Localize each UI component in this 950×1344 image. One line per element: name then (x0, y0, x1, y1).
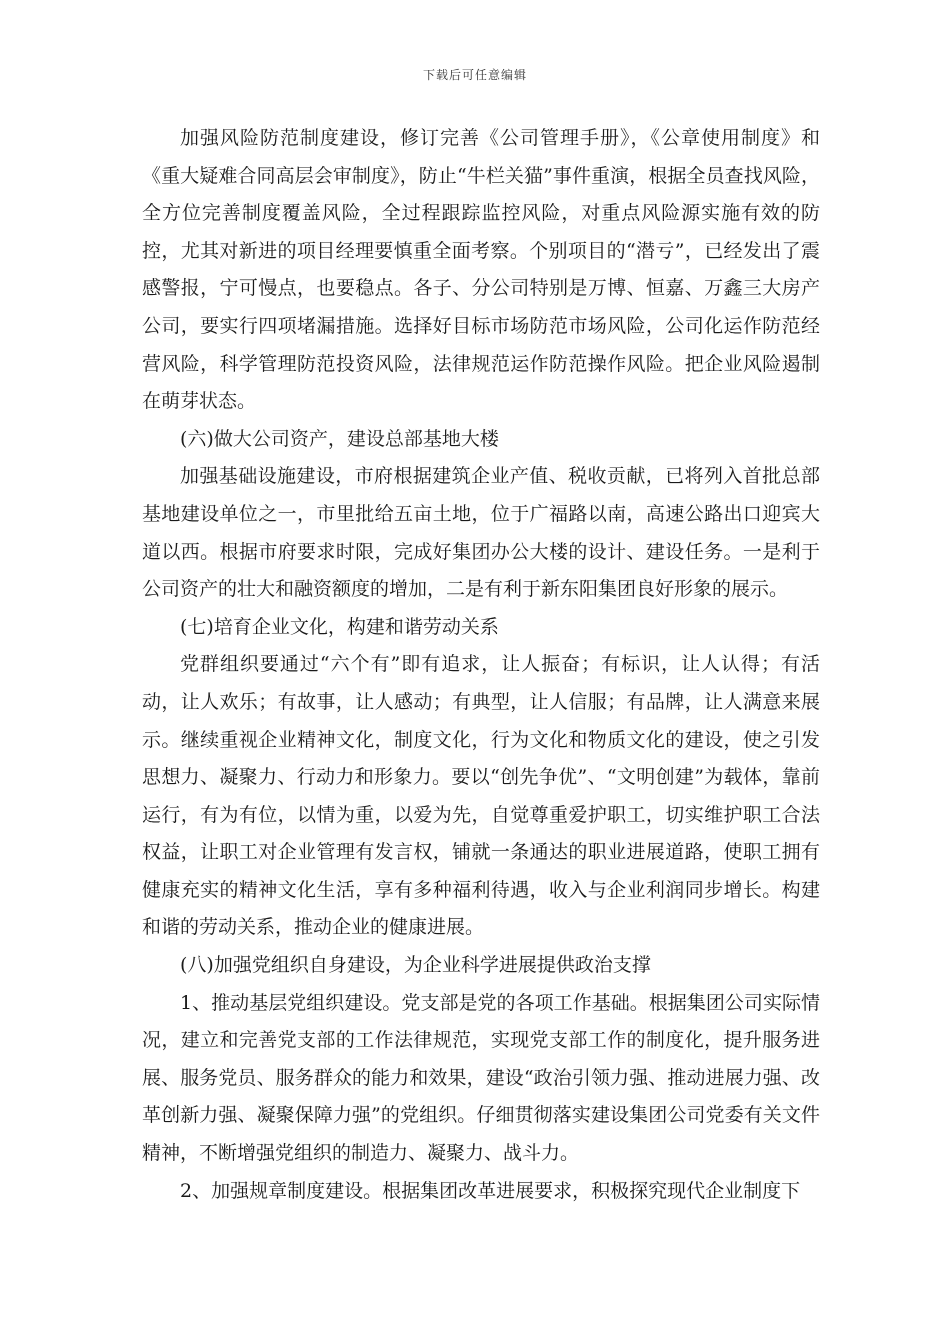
paragraph-party-organization: 1、推动基层党组织建设。党支部是党的各项工作基础。根据集团公司实际情况，建立和完善党支部的工作法律规范，实现党支部工作的制度化，提升服务进展、服务党员、服务群众的能力和效果，建设“政治引领力强、推动进展力强、改革创新力强、凝聚保障力强”的党组织。仔细贯彻落实建设集团公司党委有关文件精神，不断增强党组织的制造力、凝聚力、战斗力。 (142, 991, 820, 1165)
paragraph-risk-prevention: 加强风险防范制度建设，修订完善《公司管理手册》，《公章使用制度》和《重大疑难合同高层会审制度》，防止“牛栏关猫”事件重演，根据全员查找风险，全方位完善制度覆盖风险，全过程跟踪监控风险，对重点风险源实施有效的防控，尤其对新进的项目经理要慎重全面考察。个别项目的“潜亏”，已经发出了震感警报，宁可慢点，也要稳点。各子、分公司特别是万博、恒嘉、万鑫三大房产公司，要实行四项堵漏措施。选择好目标市场防范市场风险，公司化运作防范经营风险，科学管理防范投资风险，法律规范运作防范操作风险。把企业风险遏制在萌芽状态。 (142, 127, 820, 413)
paragraph-headquarters-building: 加强基础设施建设，市府根据建筑企业产值、税收贡献，已将列入首批总部基地建设单位之一，市里批给五亩土地，位于广福路以南，高速公路出口迎宾大道以西。根据市府要求时限，完成好集团办公大楼的设计、建设任务。一是利于公司资产的壮大和融资额度的增加，二是有利于新东阳集团良好形象的展示。 (142, 465, 820, 601)
section-heading-7: (七)培育企业文化，构建和谐劳动关系 (180, 615, 499, 638)
paragraph-rules-system: 2、加强规章制度建设。根据集团改革进展要求，积极探究现代企业制度下 (180, 1179, 801, 1202)
page-header-note: 下载后可任意编辑 (422, 68, 527, 82)
section-heading-8: (八)加强党组织自身建设，为企业科学进展提供政治支撑 (180, 954, 651, 977)
paragraph-corporate-culture: 党群组织要通过“六个有”即有追求，让人振奋；有标识，让人认得；有活动，让人欢乐；有故事，让人感动；有典型，让人信服；有品牌，让人满意来展示。继续重视企业精神文化，制度文化，行为文化和物质文化的建设，使之引发思想力、凝聚力、行动力和形象力。要以“创先争优”、“文明创建”为载体，靠前运行，有为有位，以情为重，以爱为先，自觉尊重爱护职工，切实维护职工合法权益，让职工对企业管理有发言权，铺就一条通达的职业进展道路，使职工拥有健康充实的精神文化生活，享有多种福利待遇，收入与企业利润同步增长。构建和谐的劳动关系，推动企业的健康进展。 (142, 653, 820, 939)
document-body (142, 120, 820, 1210)
section-heading-6: (六)做大公司资产，建设总部基地大楼 (180, 427, 499, 450)
